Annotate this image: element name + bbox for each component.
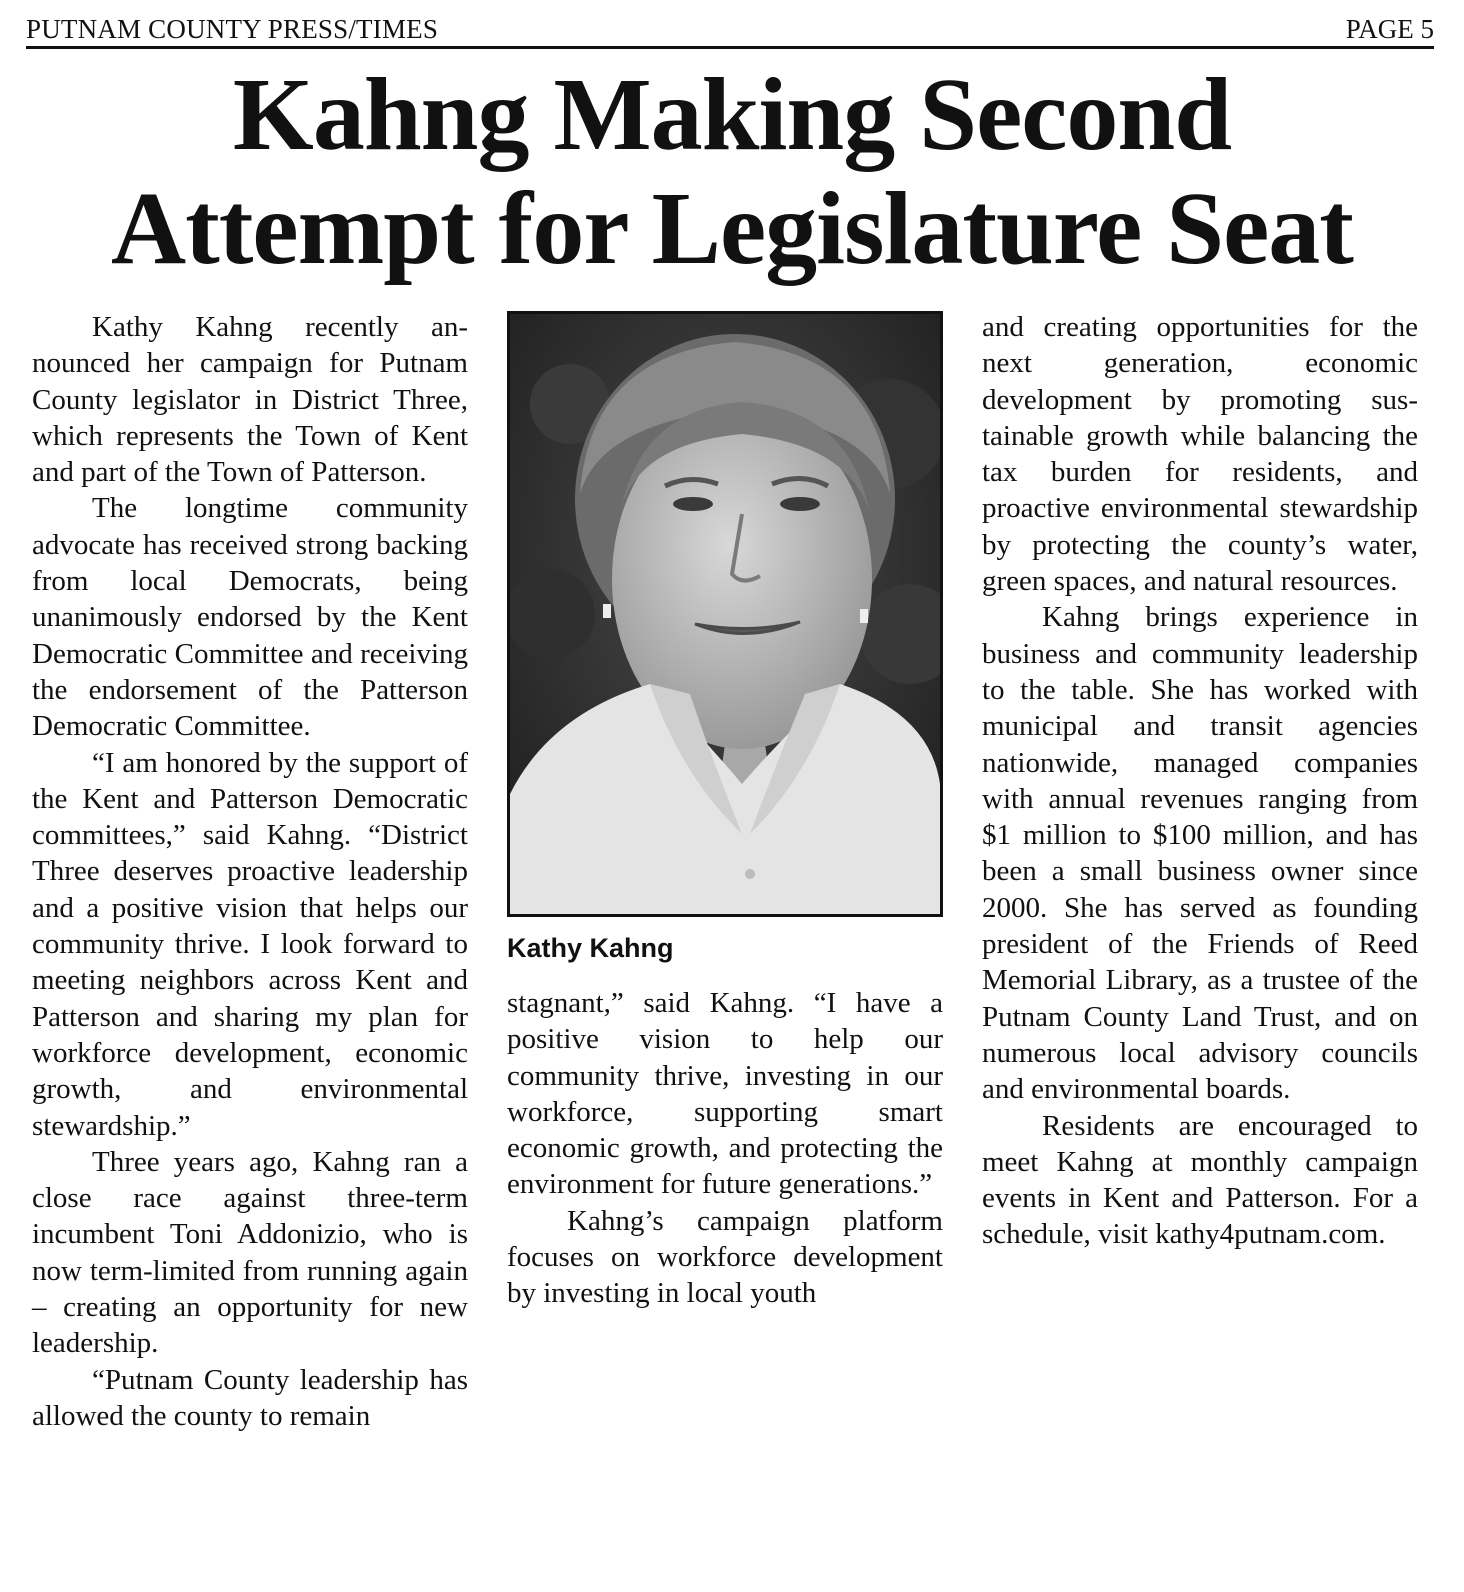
headline-line-2: Attempt for Legislature Seat <box>111 171 1353 286</box>
paragraph: Three years ago, Kahng ran a close race against three-term incumbent Toni Addonizio, who is now term-limited from running again – creating an opportunity for new leadership. <box>32 1145 468 1360</box>
paragraph: Kathy Kahng recently announced her campaign for Putnam County legislator in District Three, which represents the Town of Kent and part of the Town of Patterson. <box>32 311 468 489</box>
page-number: PAGE 5 <box>1345 14 1434 44</box>
article-column-1 <box>32 309 468 1434</box>
article-column-2 <box>507 985 943 1312</box>
portrait-photo <box>507 311 943 917</box>
publication-name: PUTNAM COUNTY PRESS/TIMES <box>26 14 439 44</box>
paragraph: stagnant,” said Kahng. “I have a positive vision to help our community thrive, investing in our workforce, supporting smart economic growth, and protecting the environment for future generations.” <box>507 987 943 1201</box>
headline <box>0 58 1464 286</box>
article-column-3 <box>982 309 1418 1253</box>
photo-caption: Kathy Kahng <box>507 933 674 963</box>
masthead <box>26 10 1434 49</box>
paragraph: “I am honored by the support of the Kent and Patterson Democratic committees,” said Kahng. “District Three deserves proactive leadership and a positive vision that helps our community thrive. I look forward to meeting neighbors across Kent and Patterson and sharing my plan for workforce development, economic growth, and environmental stewardship.” <box>32 746 468 1142</box>
paragraph: “Putnam County leadership has allowed the county to remain <box>32 1363 468 1432</box>
paragraph: Residents are encouraged to meet Kahng at monthly campaign events in Kent and Patterson. For a schedule, visit kathy4putnam.com. <box>982 1109 1418 1251</box>
paragraph: The longtime community advocate has received strong backing from local Democrats, being unanimously endorsed by the Kent Democratic Committee and receiving the endorsement of the Patterson Democratic Committee. <box>32 492 468 743</box>
portrait-illustration <box>510 314 940 914</box>
paragraph: Kahng’s campaign platform focuses on workforce development by investing in local youth <box>507 1204 943 1310</box>
paragraph: Kahng brings experience in business and community leadership to the table. She has worked with municipal and transit agencies nationwide, managed companies with annual revenues ranging from $1 million to $100 million, and has been a small business owner since 2000. She has served as founding president of the Friends of Reed Memorial Library, as a trustee of the Putnam County Land Trust, and on numerous local advisory councils and environmental boards. <box>982 601 1418 1106</box>
headline-line-1: Kahng Making Second <box>232 57 1232 172</box>
paragraph: and creating opportunities for the next generation, economic development by promoting sustainable growth while balancing the tax burden for residents, and proactive environmental stewardship by protecting the county’s water, green spaces, and natural resources. <box>982 311 1418 598</box>
